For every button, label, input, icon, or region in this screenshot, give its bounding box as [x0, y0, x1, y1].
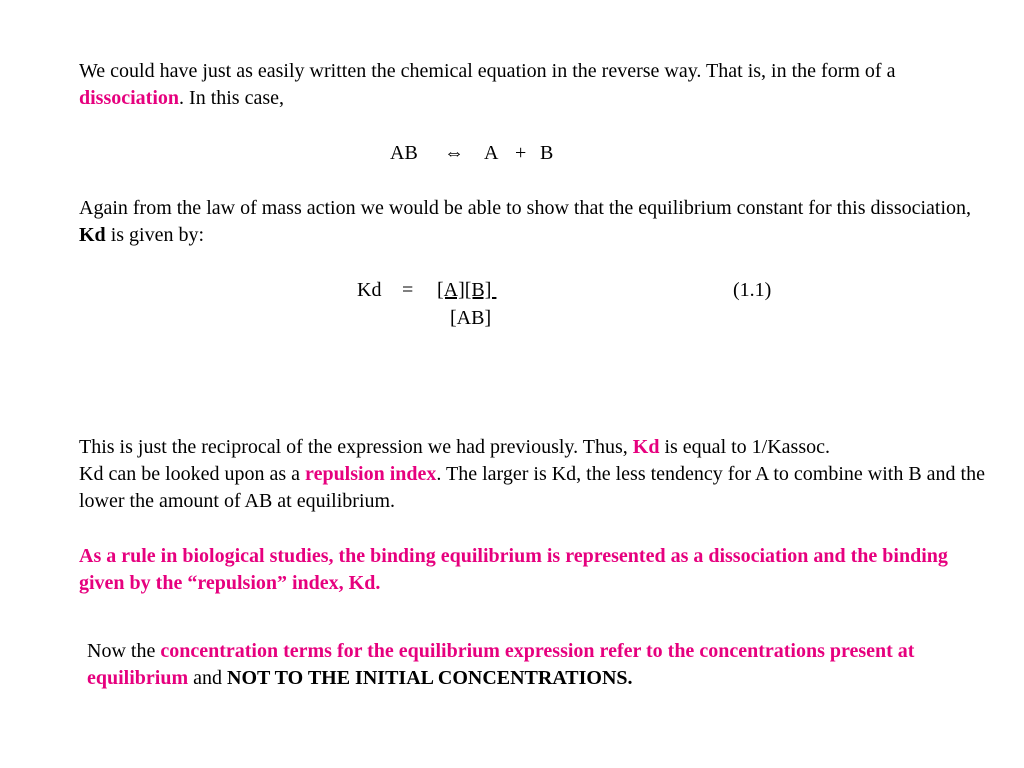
- intro-text-b: . In this case,: [179, 87, 285, 109]
- reaction-product-a: A: [484, 142, 499, 164]
- reciprocal-text-a: This is just the reciprocal of the expression we had previously. Thus,: [79, 436, 633, 458]
- reciprocal-paragraph: [79, 434, 989, 515]
- rule-paragraph: As a rule in biological studies, the binding equilibrium is represented as a dissociation and the binding given by the “repulsion” index, Kd.: [79, 545, 948, 594]
- concentration-text-b: and: [188, 667, 228, 689]
- dissociation-term: dissociation: [79, 87, 180, 109]
- kd-term: Kd: [79, 224, 106, 246]
- reaction-plus: +: [515, 142, 527, 164]
- intro-paragraph: [79, 58, 989, 112]
- concentration-highlight: concentration terms for the equilibrium expression refer to the concentrations present at equilibrium: [87, 640, 915, 689]
- reaction-product-b: B: [540, 142, 554, 164]
- concentration-paragraph: [87, 638, 967, 692]
- kd-highlight: Kd: [632, 436, 660, 458]
- kd-numerator: [A][B]: [437, 279, 497, 301]
- kd-equals: =: [402, 279, 414, 301]
- kd-lhs: Kd: [357, 279, 382, 301]
- repulsion-index-term: repulsion index: [305, 463, 437, 485]
- concentration-text-a: Now the: [87, 640, 161, 662]
- double-arrow-icon: ⇔: [444, 142, 464, 164]
- reciprocal-text-c: Kd can be looked upon as a: [79, 463, 306, 485]
- reciprocal-text-d: . The larger is Kd, the less tendency for A to combine with B and the lower the amount of AB at equilibrium.: [79, 463, 985, 512]
- mass-action-text-a: Again from the law of mass action we would be able to show that the equilibrium constant for this dissociation,: [79, 197, 972, 219]
- mass-action-paragraph: [79, 195, 989, 249]
- initial-concentrations-note: NOT TO THE INITIAL CONCENTRATIONS.: [227, 667, 633, 689]
- equation-number: (1.1): [733, 279, 772, 301]
- intro-text-a: We could have just as easily written the chemical equation in the reverse way. That is, in the form of a: [79, 60, 896, 82]
- kd-denominator: [AB]: [450, 307, 492, 329]
- mass-action-text-b: is given by:: [105, 224, 205, 246]
- reaction-left: AB: [390, 142, 418, 164]
- reciprocal-text-b: is equal to 1/Kassoc.: [659, 436, 830, 458]
